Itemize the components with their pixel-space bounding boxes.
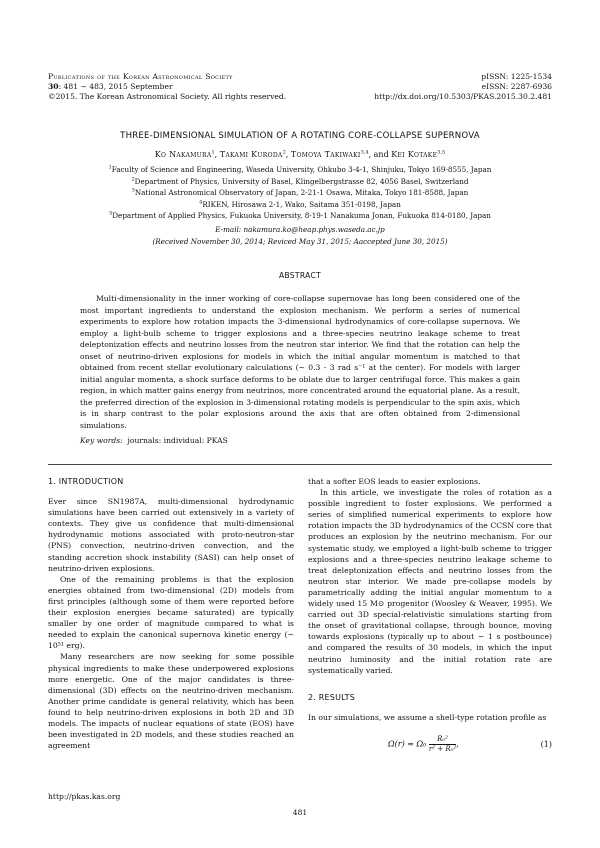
- author-separator: ,: [285, 150, 291, 159]
- author-list: [40, 150, 560, 159]
- email-line: [40, 225, 560, 234]
- journal-name: Publications of the Korean Astronomical Society: [48, 72, 233, 81]
- affiliation-number: 1: [108, 164, 112, 171]
- equation-tail: ,: [456, 739, 459, 749]
- keywords-value: journals: individual: PKAS: [127, 436, 228, 445]
- equation-denominator: r² + R₀²: [428, 744, 457, 753]
- affiliation: [40, 199, 560, 211]
- affiliation: [40, 164, 560, 176]
- affiliation-list: [40, 164, 560, 222]
- affiliation-text: Department of Physics, University of Basel, Klingelbergstrasse 82, 4056 Basel, Switzerland: [134, 176, 469, 186]
- affiliation-text: Department of Applied Physics, Fukuoka University, 8-19-1 Nanakuma Jonan, Fukuoka 814-0180, Japan: [112, 211, 491, 221]
- body-paragraph: that a softer EOS leads to easier explosions.: [308, 477, 481, 486]
- author-affiliation-mark: 3,4: [360, 149, 369, 156]
- volume-number: 30: [48, 82, 59, 91]
- copyright-line: ©2015. The Korean Astronomical Society. All rights reserved.: [48, 92, 287, 101]
- paper-title: THREE-DIMENSIONAL SIMULATION OF A ROTATING CORE-COLLAPSE SUPERNOVA: [120, 131, 480, 141]
- equation-fraction: [429, 735, 456, 754]
- author-name: Ko Nakamura: [154, 150, 212, 159]
- abstract-heading: ABSTRACT: [278, 271, 322, 280]
- affiliation-number: 2: [131, 176, 135, 183]
- affiliation-text: National Astronomical Observatory of Japan, 2-21-1 Osawa, Mitaka, Tokyo 181-8588, Japan: [134, 188, 469, 198]
- abstract: [80, 293, 520, 431]
- pissn: pISSN: 1225-1534: [481, 72, 552, 81]
- left-column: [48, 476, 294, 751]
- affiliation: [40, 210, 560, 222]
- body-paragraph: Ever since SN1987A, multi-dimensional hydrodynamic simulations have been carried out extensively in a variety of contexts. They give us confidence that multi-dimensional hydrodynamic motions associated with proto-neutron-star (PNS) convection, neutrino-driven convection, and the standing accretion shock instability (SASI) can help onset of neutrino-driven explosions.: [48, 497, 294, 573]
- eissn: eISSN: 2287-6936: [481, 82, 552, 91]
- page-number: 481: [292, 808, 308, 817]
- author-name: Kei Kotake: [391, 150, 438, 159]
- keywords-line: [80, 436, 520, 445]
- author-affiliation-mark: 2: [282, 149, 286, 156]
- affiliation-number: 5: [109, 210, 113, 217]
- affiliation-number: 4: [199, 199, 203, 206]
- submission-dates: (Received November 30, 2014; Reviced May 31, 2015; Aaccepted June 30, 2015): [152, 237, 448, 246]
- journal-header-right: [292, 72, 552, 102]
- body-paragraph: In our simulations, we assume a shell-type rotation profile as: [308, 712, 547, 722]
- equation-numerator: R₀²: [429, 735, 456, 745]
- author-affiliation-mark: 1: [211, 149, 215, 156]
- abstract-text: Multi-dimensionality in the inner working of core-collapse supernovae has long been considered one of the most important ingredients to understand the explosion mechanism. We perform a series of numerical experiments to explore how rotation impacts the 3-dimensional hydrodynamics of core-collapse supernova. We employ a light-bulb scheme to trigger explosions and a three-species neutrino leakage scheme to treat deleptonization effects and neutrino losses from the neutron star interior. We find that the rotation can help the onset of neutrino-driven explosions for models in which the initial angular momentum is matched to that obtained from recent stellar evolutionary calculations (∼ 0.3 - 3 rad s⁻¹ at the center). For models with larger initial angular momenta, a shock surface deforms to be oblate due to larger centrifugal force. This makes a gain region, in which matter gains energy from neutrinos, more concentrated around the equatorial plane. As a result, the preferred direction of the explosion in 3-dimensional rotating models is perpendicular to the spin axis, which is in sharp contrast to the polar explosions around the axis that are often obtained from 2-dimensional simulations.: [80, 294, 520, 430]
- body-paragraph: In this article, we investigate the roles of rotation as a possible ingredient to foster explosions. We performed a series of simplified numerical experiments to explore how rotation impacts the 3D hydrodynamics of the CCSN core that produces an explosion by the neutrino mechanism. For our systematic study, we employed a light-bulb scheme to trigger explosions and a three-species neutrino leakage scheme to treat deleptonization effects and neutrino losses from the neutron star interior. We made pre-collapse models by parametrically adding the initial angular momentum to a widely used 15 M⊙ progenitor (Woosley & Weaver, 1995). We carried out 3D special-relativistic simulations starting from the onset of gravitational collapse, through bounce, moving towards explosions (typically up to about ∼ 1 s postbounce) and compared the results of 30 models, in which the input neutrino luminosity and the initial rotation rate are systematically varied.: [308, 488, 552, 675]
- author-affiliation-mark: 3,5: [437, 149, 446, 156]
- equation-lhs: Ω(r) = Ω₀: [388, 739, 427, 749]
- author-name: Tomoya Takiwaki: [290, 150, 361, 159]
- doi-link[interactable]: http://dx.doi.org/10.5303/PKAS.2015.30.2.481: [374, 92, 552, 101]
- author-separator: , and: [368, 150, 392, 159]
- body-paragraph: One of the remaining problems is that the explosion energies obtained from two-dimensional (2D) models from first principles (although some of them were reported before their explosion energies became saturated) are typically smaller by one order of magnitude compared to what is needed to explain the canonical supernova kinetic energy (∼ 10⁵¹ erg).: [48, 574, 294, 651]
- affiliation: [40, 176, 560, 188]
- equation-number: (1): [540, 739, 552, 749]
- body-paragraph: Many researchers are now seeking for some possible physical ingredients to make these underpowered explosions more energetic. One of the major candidates is three-dimensional (3D) effects on the neutrino-driven mechanism. Another prime candidate is general relativity, which has been found to help neutrino-driven explosions in both 2D and 3D models. The impacts of nuclear equations of state (EOS) have been investigated in 2D models, and these studies reached an agreement: [48, 652, 294, 751]
- author-separator: ,: [214, 150, 220, 159]
- right-column: [308, 476, 552, 755]
- email-label: E-mail:: [215, 225, 242, 234]
- footer-url[interactable]: http://pkas.kas.org: [48, 792, 121, 801]
- page-range: : 481 ∼ 483, 2015 September: [58, 82, 173, 91]
- equation-1: [308, 735, 552, 755]
- section-divider: [48, 464, 552, 465]
- equation-body: [388, 735, 459, 754]
- affiliation-text: RIKEN, Hirosawa 2-1, Wako, Saitama 351-0198, Japan: [202, 199, 401, 209]
- affiliation-number: 3: [131, 187, 135, 194]
- email-address[interactable]: nakamura.ko@heap.phys.waseda.ac.jp: [243, 225, 385, 234]
- results-heading: 2. RESULTS: [308, 692, 356, 702]
- affiliation-text: Faculty of Science and Engineering, Waseda University, Ohkubo 3-4-1, Shinjuku, Tokyo 169-8555, Japan: [111, 165, 492, 174]
- introduction-heading: 1. INTRODUCTION: [48, 477, 124, 486]
- affiliation: [40, 187, 560, 199]
- keywords-label: Key words:: [80, 436, 123, 445]
- author-name: Takami Kuroda: [219, 150, 283, 159]
